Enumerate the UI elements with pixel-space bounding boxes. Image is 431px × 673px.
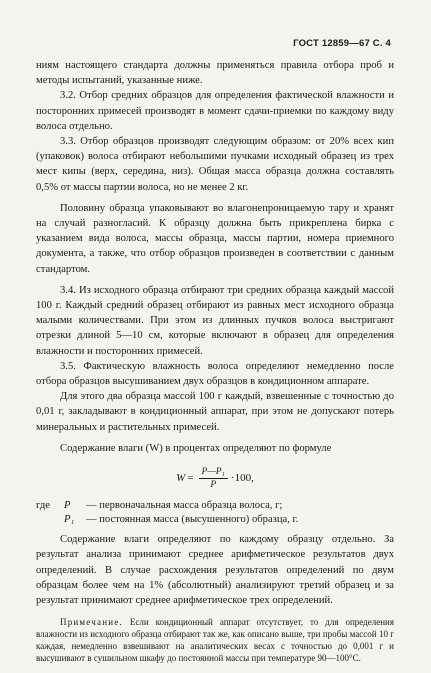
formula-fraction [199,466,228,491]
paragraph: Половину образца упаковывают во влагонепроницаемую тару и хранят на случай разногласий. К образцу должна быть прикреплена бирка с указанием вида волоса, массы образца, массы партии, номера приемного документа, а также, что отбор образцов произведен в соответствии с данным стандартом. [36,202,394,275]
moisture-formula [36,466,394,491]
paragraph: 3.3. Отбор образцов производят следующим образом: от 20% всех кип (упаковок) волоса отбирают небольшими пучками исходный образец из трех мест кипы (верх, середина, низ). Общая масса образца должна составлять 0,5% от массы партии волоса, но не менее 2 кг. [36,136,394,193]
formula-denominator: P [210,480,217,491]
formula-equals: = [187,471,194,484]
definition-lead [36,513,64,527]
formula-numerator: P—P₁ [199,466,228,479]
formula-tail: ·100, [230,471,254,484]
paragraph: Содержание влаги (W) в процентах определяют по формуле [60,442,332,454]
note-label: Примечание. [60,617,123,628]
paragraph: 3.2. Отбор средних образцов для определения фактической влажности и посторонних примесей производят в момент сдачи-приемки по каждому виду волоса отдельно. [36,90,394,132]
paragraph: 3.4. Из исходного образца отбирают три средних образца каждый массой 100 г. Каждый средний образец отбирают из равных мест исходного образца малыми количествами. При этом из длинных пучков волоса выстригают отрезки длиной 5—10 см, которые включают в образец для определения влажности и посторонних примесей. [36,284,394,357]
paragraph: Содержание влаги определяют по каждому образцу отдельно. За результат анализа принимают среднее арифметическое результатов двух определений. В случае расхождения результатов определений по двум образцам более чем на 1% (абсолютный) анализируют третий образец и за результат принимают среднее арифметическое трех определений. [36,534,394,607]
note [36,616,394,664]
formula-definitions [36,499,394,526]
definition-text: — постоянная масса (высушенного) образца, г. [86,513,299,525]
definition-row [36,499,394,513]
paragraph: 3.5. Фактическую влажность волоса определяют немедленно после отбора образцов высушиванием двух образцов в кондиционном аппарате. [36,360,394,388]
definition-text: — первоначальная масса образца волоса, г; [86,500,283,512]
page-header: ГОСТ 12859—67 С. 4 [293,38,391,49]
paragraph: ниям настоящего стандарта должны применяться правила отбора проб и методы испытаний, указанные ниже. [36,60,394,87]
document-body [36,58,394,673]
paragraph: Для этого два образца массой 100 г каждый, взвешенные с точностью до 0,01 г, закладывают в кондиционный аппарат, при этом не допускают потерь минеральных и растительных примесей. [36,391,394,433]
formula-lhs: W [176,471,186,484]
note-text: Если кондиционный аппарат отсутствует, то для определения влажности из исходного образца отбирают так же, как описано выше, три пробы массой 10 г каждая, немедленно взвешивают на аналитических весах с точностью до 0,001 г и высушивают в сушильном шкафу до постоянной массы при температуре 90—100°C. [36,617,395,664]
definition-lead: где [36,500,50,512]
definition-symbol: P [64,500,71,512]
definition-symbol: P₁ [64,513,75,525]
definition-row [36,513,394,527]
